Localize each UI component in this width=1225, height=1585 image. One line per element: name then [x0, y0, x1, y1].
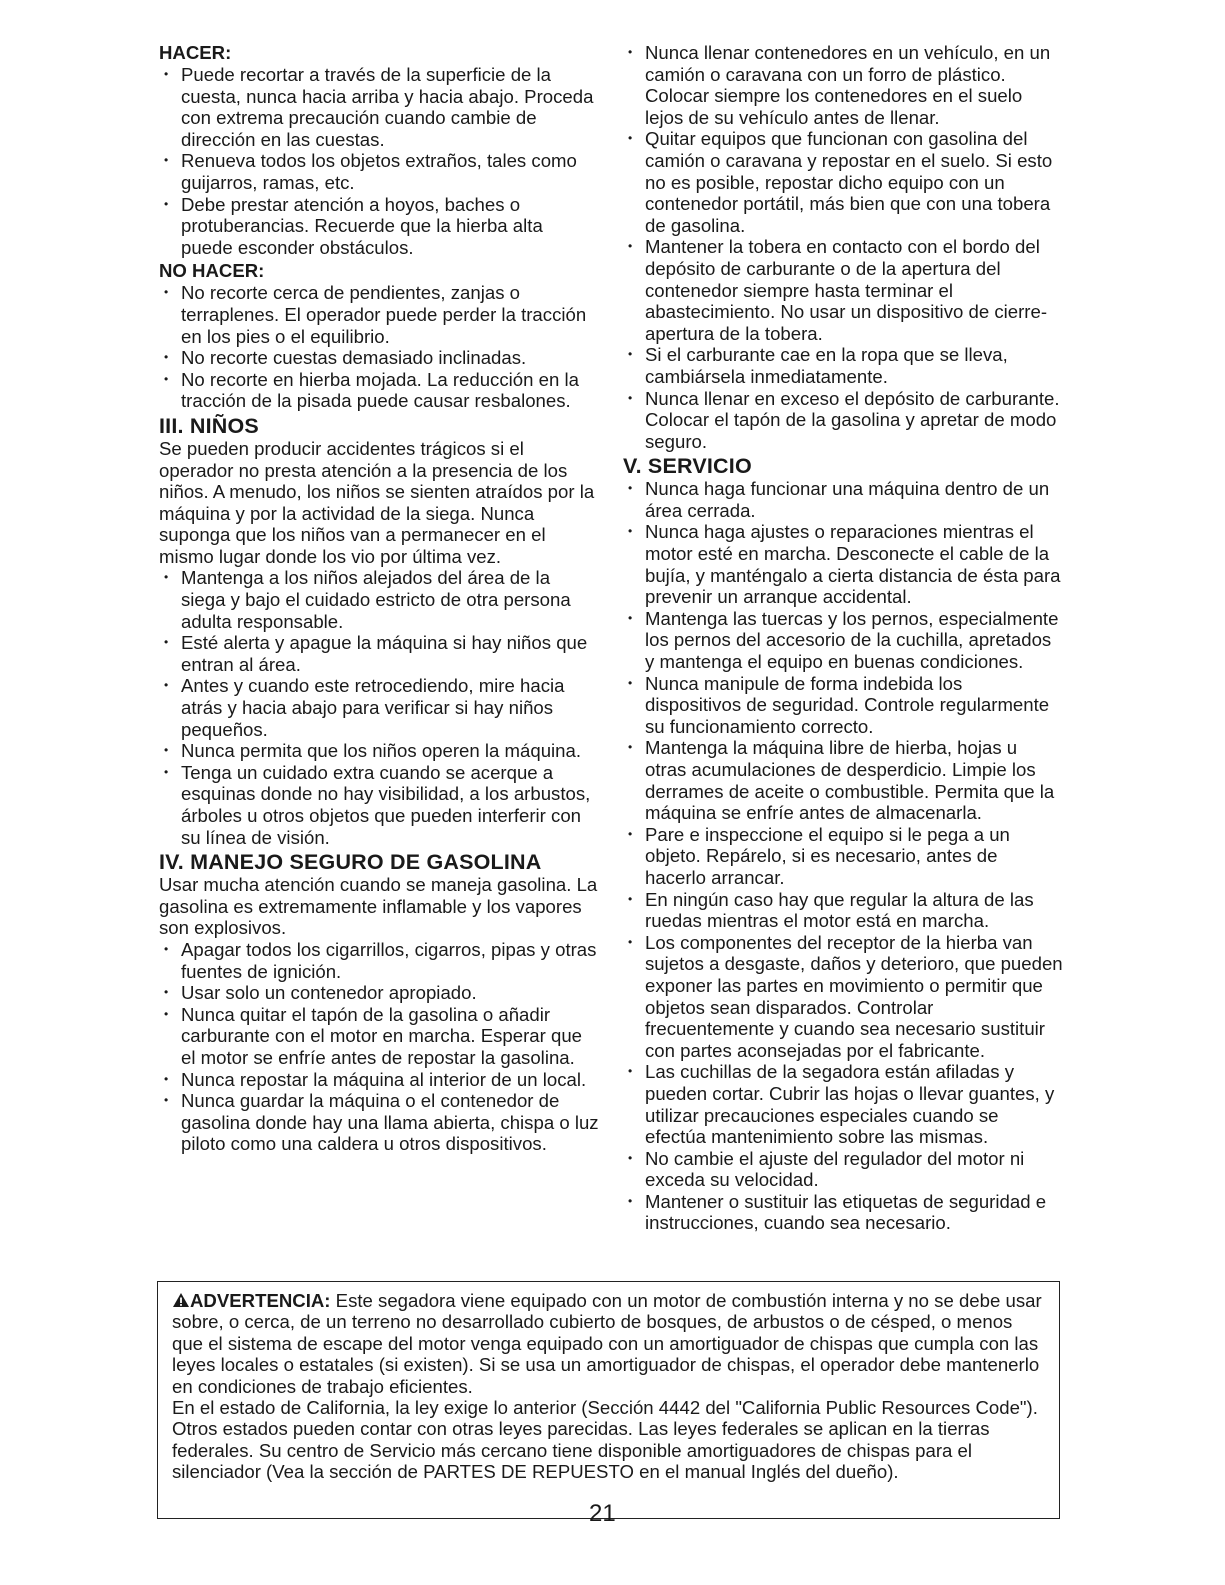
gasolina-intro: Usar mucha atención cuando se maneja gasolina. La gasolina es extremamente inflamable y los vapores son explosivos.	[159, 874, 598, 939]
no-hacer-list	[159, 282, 599, 412]
ninos-list	[159, 567, 599, 848]
right-column	[623, 42, 1063, 1234]
ninos-heading: III. NIÑOS	[159, 413, 259, 438]
list-item: • Renueva todos los objetos extraños, tales como guijarros, ramas, etc.	[159, 150, 599, 193]
list-item: • Antes y cuando este retrocediendo, mire hacia atrás y hacia abajo para verificar si hay niños pequeños.	[159, 675, 599, 740]
list-item: • No recorte cerca de pendientes, zanjas o terraplenes. El operador puede perder la tracción en los pies o el equilibrio.	[159, 282, 599, 347]
no-hacer-heading: NO HACER:	[159, 260, 265, 282]
warning-title: ADVERTENCIA:	[190, 1290, 331, 1311]
list-item: • No recorte en hierba mojada. La reducción en la tracción de la pisada puede causar resbalones.	[159, 369, 599, 412]
warning-paragraph	[172, 1290, 1045, 1397]
warning-text: Este segadora viene equipado con un motor de combustión interna y no se debe usar sobre, o cerca, de un terreno no desarrollado cubierto de bosques, de arbustos o de césped, o menos que el sistema de escape del motor venga equipado con un amortiguador de chispas que cumpla con las leyes locales o estatales (si existen). Si se usa un amortiguador de chispas, el operador debe mantenerlo en condiciones de trabajo eficientes.	[172, 1290, 1042, 1397]
servicio-list	[623, 478, 1063, 1234]
list-item: • Mantenga la máquina libre de hierba, hojas u otras acumulaciones de desperdicio. Limpie los derrames de aceite o combustible. Permita que la máquina se enfríe antes de almacenarla.	[623, 737, 1063, 823]
hacer-heading: HACER:	[159, 42, 232, 63]
list-item: • Apagar todos los cigarrillos, cigarros, pipas y otras fuentes de ignición.	[159, 939, 599, 982]
list-item: • Nunca haga funcionar una máquina dentro de un área cerrada.	[623, 478, 1063, 521]
list-item: • Nunca quitar el tapón de la gasolina o añadir carburante con el motor en marcha. Esperar que el motor se enfríe antes de repostar la gasolina.	[159, 1004, 599, 1069]
list-item: • Nunca manipule de forma indebida los dispositivos de seguridad. Controle regularmente su funcionamiento correcto.	[623, 673, 1063, 738]
gasolina-list	[159, 939, 599, 1155]
list-item: • Quitar equipos que funcionan con gasolina del camión o caravana y repostar en el suelo. Si esto no es posible, repostar dicho equipo con un contenedor portátil, más bien que con una tobera de gasolina.	[623, 128, 1063, 236]
list-item: • Puede recortar a través de la superficie de la cuesta, nunca hacia arriba y hacia abajo. Proceda con extrema precaución cuando cambie de dirección en las cuestas.	[159, 64, 599, 150]
list-item: • Debe prestar atención a hoyos, baches o protuberancias. Recuerde que la hierba alta puede esconder obstáculos.	[159, 194, 599, 259]
list-item: • Nunca llenar en exceso el depósito de carburante. Colocar el tapón de la gasolina y apretar de modo seguro.	[623, 388, 1063, 453]
warning-text-california: En el estado de California, la ley exige lo anterior (Sección 4442 del "California Public Resources Code"). Otros estados pueden contar con otras leyes parecidas. Las leyes federales se aplican en la tierras federales. Su centro de Servicio más cercano tiene disponible amortiguadores de chispas para el silenciador (Vea la sección de PARTES DE REPUESTO en el manual Inglés del dueño).	[172, 1397, 1038, 1483]
list-item: • Pare e inspeccione el equipo si le pega a un objeto. Repárelo, si es necesario, antes de hacerlo arrancar.	[623, 824, 1063, 889]
list-item: • Usar solo un contenedor apropiado.	[159, 982, 599, 1004]
warning-triangle-icon	[172, 1292, 190, 1308]
servicio-heading: V. SERVICIO	[623, 454, 752, 479]
list-item: • En ningún caso hay que regular la altura de las ruedas mientras el motor está en marcha.	[623, 889, 1063, 932]
list-item: • Si el carburante cae en la ropa que se lleva, cambiársela inmediatamente.	[623, 344, 1063, 387]
left-column	[159, 42, 599, 1155]
gasolina-list-continued	[623, 42, 1063, 452]
list-item: • Nunca llenar contenedores en un vehículo, en un camión o caravana con un forro de plástico. Colocar siempre los contenedores en el suelo lejos de su vehículo antes de llenar.	[623, 42, 1063, 128]
ninos-intro: Se pueden producir accidentes trágicos si el operador no presta atención a la presencia de los niños. A menudo, los niños se sienten atraídos por la máquina y por la actividad de la siega. Nunca suponga que los niños van a permanecer en el mismo lugar donde los vio por última vez.	[159, 437, 595, 567]
list-item: • Nunca repostar la máquina al interior de un local.	[159, 1069, 599, 1091]
list-item: • Nunca haga ajustes o reparaciones mientras el motor esté en marcha. Desconecte el cable de la bujía, y manténgalo a cierta distancia de ésta para prevenir un arranque accidental.	[623, 521, 1063, 607]
list-item: • No recorte cuestas demasiado inclinadas.	[159, 347, 599, 369]
list-item: • Nunca guardar la máquina o el contenedor de gasolina donde hay una llama abierta, chispa o luz piloto como una caldera u otros dispositivos.	[159, 1090, 599, 1155]
list-item: • Tenga un cuidado extra cuando se acerque a esquinas donde no hay visibilidad, a los arbustos, árboles u otros objetos que pueden interferir con su línea de visión.	[159, 762, 599, 848]
warning-box	[157, 1281, 1060, 1519]
list-item: • Mantenga a los niños alejados del área de la siega y bajo el cuidado estricto de otra persona adulta responsable.	[159, 567, 599, 632]
list-item: • Nunca permita que los niños operen la máquina.	[159, 740, 599, 762]
list-item: • No cambie el ajuste del regulador del motor ni exceda su velocidad.	[623, 1148, 1063, 1191]
list-item: • Mantenga las tuercas y los pernos, especialmente los pernos del accesorio de la cuchilla, apretados y mantenga el equipo en buenas condiciones.	[623, 608, 1063, 673]
list-item: • Esté alerta y apague la máquina si hay niños que entran al área.	[159, 632, 599, 675]
list-item: • Mantener la tobera en contacto con el bordo del depósito de carburante o de la apertura del contenedor siempre hasta terminar el abastecimiento. No usar un dispositivo de cierre-apertura de la tobera.	[623, 236, 1063, 344]
list-item: • Los componentes del receptor de la hierba van sujetos a desgaste, daños y deterioro, que pueden exponer las partes en movimiento o permitir que objetos sean disparados. Controlar frecuentemente y cuando sea necesario sustituir con partes aconsejadas por el fabricante.	[623, 932, 1063, 1062]
page-number: 21	[589, 1500, 616, 1527]
gasolina-heading: IV. MANEJO SEGURO DE GASOLINA	[159, 850, 542, 875]
list-item: • Mantener o sustituir las etiquetas de seguridad e instrucciones, cuando sea necesario.	[623, 1191, 1063, 1234]
list-item: • Las cuchillas de la segadora están afiladas y pueden cortar. Cubrir las hojas o llevar guantes, y utilizar precauciones especiales cuando se efectúa mantenimiento sobre las mismas.	[623, 1061, 1063, 1147]
hacer-list	[159, 64, 599, 258]
